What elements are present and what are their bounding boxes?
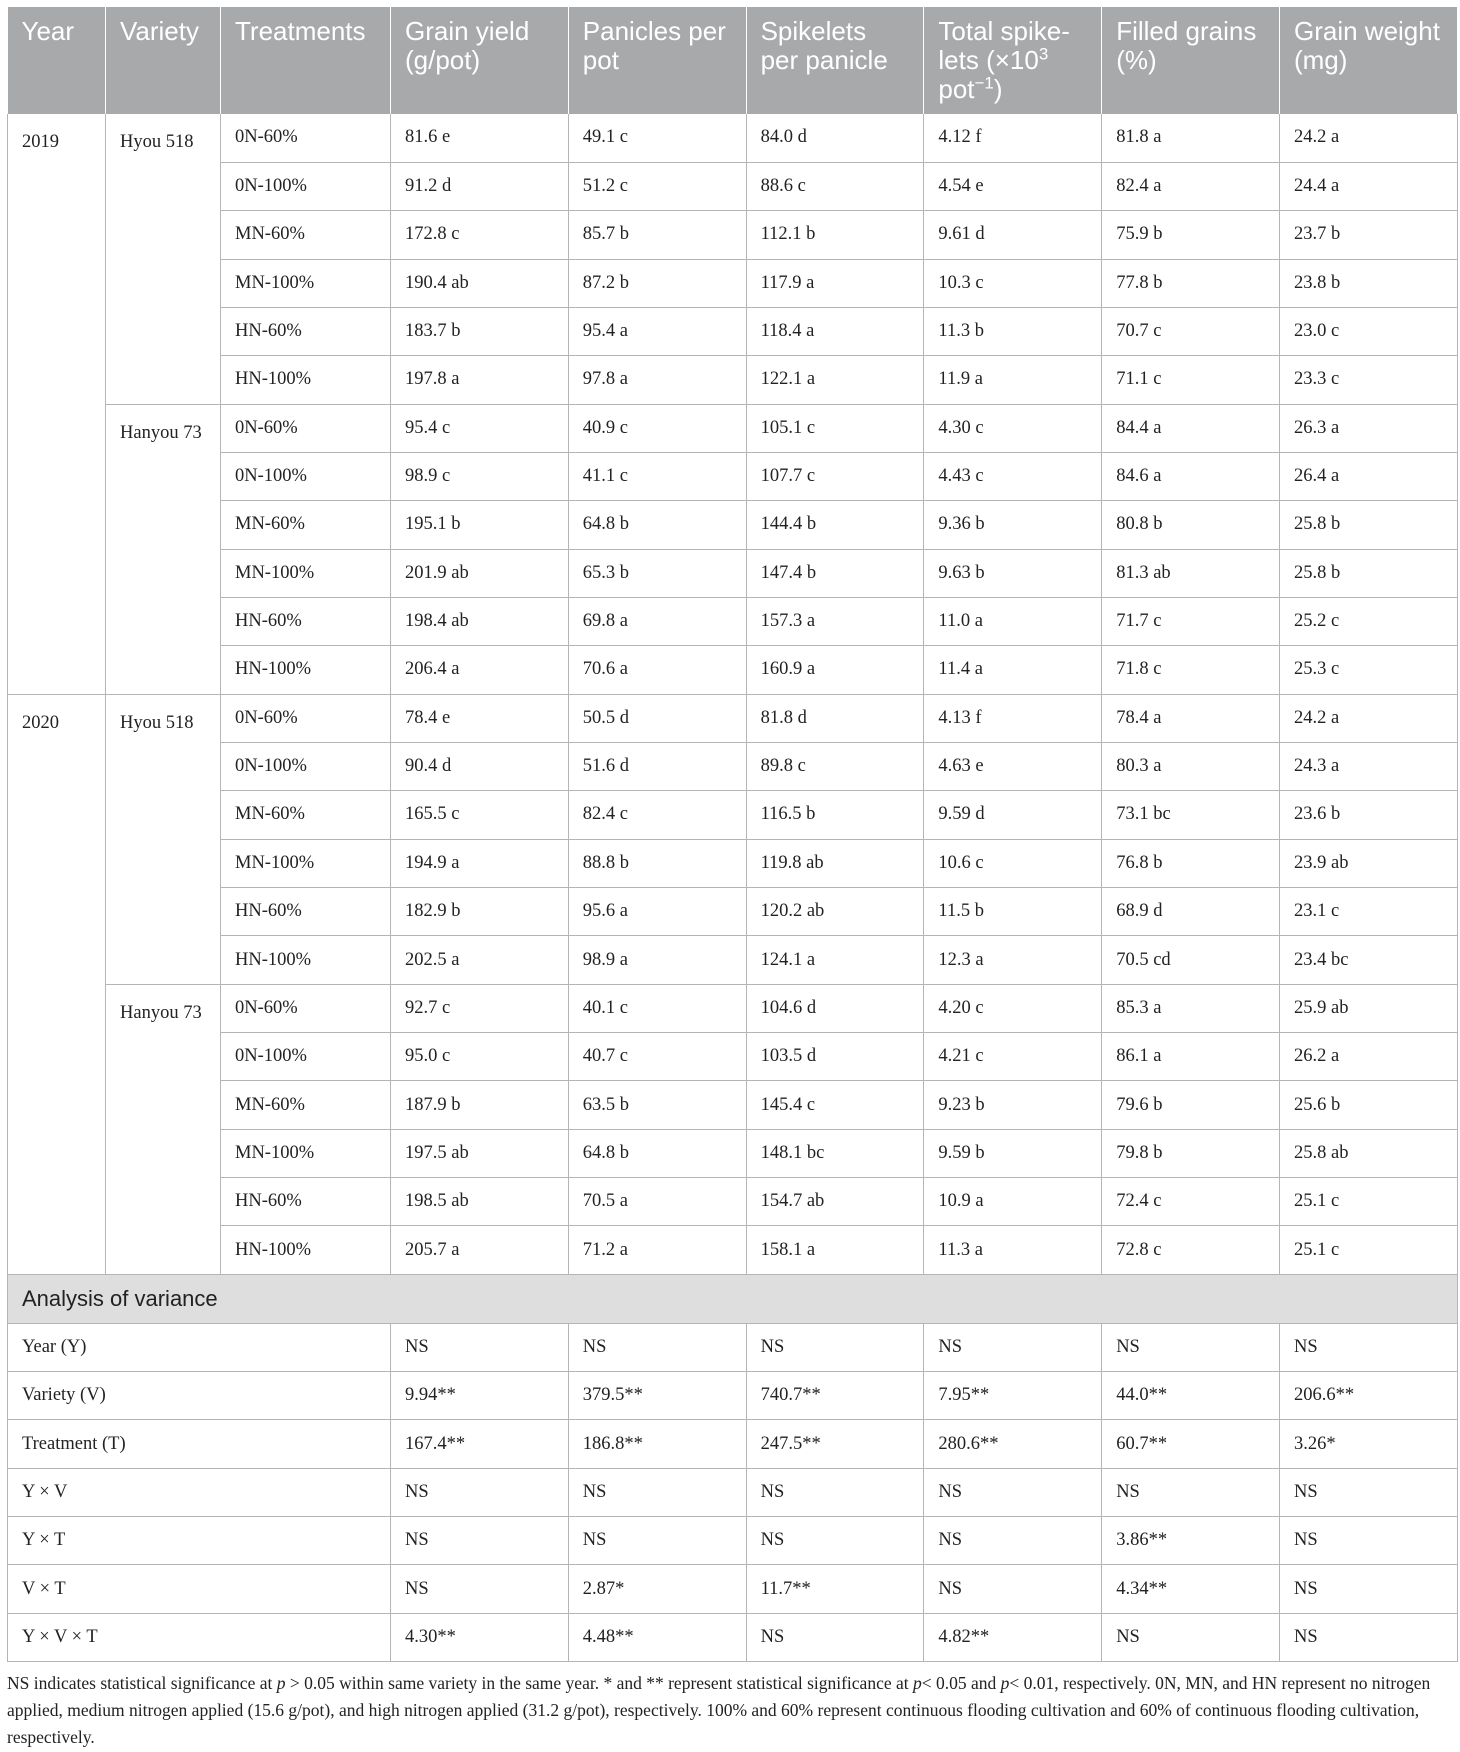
header-total-spikelets-text: Total spike-lets (×10: [938, 16, 1070, 75]
value-cell: 11.3 b: [924, 307, 1102, 355]
value-cell: 122.1 a: [746, 356, 924, 404]
value-cell: 78.4 a: [1102, 694, 1280, 742]
anova-value-cell: NS: [568, 1323, 746, 1371]
anova-value-cell: NS: [1279, 1517, 1457, 1565]
value-cell: 23.8 b: [1279, 259, 1457, 307]
footnote-text-3: < 0.05 and: [921, 1673, 1001, 1694]
anova-value-cell: 740.7**: [746, 1372, 924, 1420]
value-cell: 95.6 a: [568, 888, 746, 936]
value-cell: 9.59 b: [924, 1129, 1102, 1177]
treatment-cell: 0N-60%: [221, 404, 391, 452]
header-variety: Variety: [106, 7, 221, 114]
anova-value-cell: NS: [924, 1517, 1102, 1565]
results-table: [7, 7, 1458, 1662]
treatment-cell: HN-60%: [221, 307, 391, 355]
value-cell: 119.8 ab: [746, 839, 924, 887]
value-cell: 182.9 b: [391, 888, 569, 936]
value-cell: 76.8 b: [1102, 839, 1280, 887]
anova-row: [8, 1323, 1458, 1371]
value-cell: 82.4 a: [1102, 162, 1280, 210]
value-cell: 183.7 b: [391, 307, 569, 355]
value-cell: 70.6 a: [568, 646, 746, 694]
value-cell: 24.4 a: [1279, 162, 1457, 210]
anova-value-cell: 4.82**: [924, 1613, 1102, 1661]
header-total-spikelets: [924, 7, 1102, 114]
anova-value-cell: 4.30**: [391, 1613, 569, 1661]
table-row: [8, 791, 1458, 839]
value-cell: 23.9 ab: [1279, 839, 1457, 887]
value-cell: 23.4 bc: [1279, 936, 1457, 984]
value-cell: 25.2 c: [1279, 597, 1457, 645]
table-row: [8, 1178, 1458, 1226]
value-cell: 92.7 c: [391, 984, 569, 1032]
value-cell: 172.8 c: [391, 211, 569, 259]
value-cell: 95.0 c: [391, 1033, 569, 1081]
value-cell: 23.0 c: [1279, 307, 1457, 355]
value-cell: 40.7 c: [568, 1033, 746, 1081]
value-cell: 11.9 a: [924, 356, 1102, 404]
header-treatments: Treatments: [221, 7, 391, 114]
value-cell: 81.8 a: [1102, 114, 1280, 162]
value-cell: 84.0 d: [746, 114, 924, 162]
anova-value-cell: NS: [924, 1468, 1102, 1516]
anova-value-cell: NS: [1102, 1468, 1280, 1516]
treatment-cell: MN-60%: [221, 501, 391, 549]
value-cell: 147.4 b: [746, 549, 924, 597]
footnote-text-4: < 0.01, respectively. 0N, MN, and HN represent no nitrogen applied, medium nitrogen applied (15.6 g/pot), and high nitrogen applied (31.2 g/pot), respectively. 100% and 60% represent continuous flooding cultivation and 60% of continuous flooding cultivation, respectively.: [7, 1673, 1431, 1748]
value-cell: 88.6 c: [746, 162, 924, 210]
value-cell: 105.1 c: [746, 404, 924, 452]
value-cell: 84.6 a: [1102, 452, 1280, 500]
value-cell: 25.3 c: [1279, 646, 1457, 694]
value-cell: 11.5 b: [924, 888, 1102, 936]
anova-value-cell: NS: [746, 1613, 924, 1661]
value-cell: 70.5 cd: [1102, 936, 1280, 984]
anova-value-cell: 11.7**: [746, 1565, 924, 1613]
table-row: [8, 404, 1458, 452]
value-cell: 187.9 b: [391, 1081, 569, 1129]
value-cell: 120.2 ab: [746, 888, 924, 936]
value-cell: 71.8 c: [1102, 646, 1280, 694]
footnote-p-3: p: [1000, 1673, 1010, 1694]
value-cell: 25.8 ab: [1279, 1129, 1457, 1177]
table-row: [8, 646, 1458, 694]
table-row: [8, 162, 1458, 210]
value-cell: 9.23 b: [924, 1081, 1102, 1129]
value-cell: 64.8 b: [568, 1129, 746, 1177]
anova-value-cell: NS: [746, 1323, 924, 1371]
value-cell: 117.9 a: [746, 259, 924, 307]
value-cell: 158.1 a: [746, 1226, 924, 1274]
anova-value-cell: NS: [568, 1468, 746, 1516]
value-cell: 75.9 b: [1102, 211, 1280, 259]
value-cell: 90.4 d: [391, 742, 569, 790]
anova-value-cell: 7.95**: [924, 1372, 1102, 1420]
value-cell: 205.7 a: [391, 1226, 569, 1274]
anova-value-cell: NS: [746, 1517, 924, 1565]
table-row: [8, 1033, 1458, 1081]
anova-value-cell: NS: [391, 1468, 569, 1516]
header-filled-grains: Filled grains (%): [1102, 7, 1280, 114]
anova-source-cell: Y × V × T: [8, 1613, 391, 1661]
table-row: [8, 1226, 1458, 1274]
value-cell: 25.1 c: [1279, 1178, 1457, 1226]
value-cell: 124.1 a: [746, 936, 924, 984]
anova-row: [8, 1420, 1458, 1468]
treatment-cell: MN-60%: [221, 211, 391, 259]
treatment-cell: 0N-60%: [221, 984, 391, 1032]
value-cell: 23.1 c: [1279, 888, 1457, 936]
value-cell: 9.59 d: [924, 791, 1102, 839]
value-cell: 64.8 b: [568, 501, 746, 549]
value-cell: 195.1 b: [391, 501, 569, 549]
treatment-cell: HN-60%: [221, 597, 391, 645]
value-cell: 160.9 a: [746, 646, 924, 694]
header-spikelets-per-panicle: Spikelets per panicle: [746, 7, 924, 114]
value-cell: 190.4 ab: [391, 259, 569, 307]
value-cell: 81.8 d: [746, 694, 924, 742]
value-cell: 4.13 f: [924, 694, 1102, 742]
value-cell: 51.2 c: [568, 162, 746, 210]
value-cell: 12.3 a: [924, 936, 1102, 984]
table-row: [8, 211, 1458, 259]
value-cell: 4.43 c: [924, 452, 1102, 500]
value-cell: 98.9 a: [568, 936, 746, 984]
table-row: [8, 1081, 1458, 1129]
value-cell: 40.9 c: [568, 404, 746, 452]
value-cell: 88.8 b: [568, 839, 746, 887]
treatment-cell: HN-100%: [221, 936, 391, 984]
footnote-text-2: > 0.05 within same variety in the same year. * and ** represent statistical significance at: [285, 1673, 913, 1694]
anova-row: [8, 1372, 1458, 1420]
value-cell: 103.5 d: [746, 1033, 924, 1081]
anova-row: [8, 1468, 1458, 1516]
value-cell: 23.7 b: [1279, 211, 1457, 259]
value-cell: 79.6 b: [1102, 1081, 1280, 1129]
value-cell: 25.1 c: [1279, 1226, 1457, 1274]
footnote: [7, 1670, 1455, 1751]
table-body: [8, 114, 1458, 1662]
treatment-cell: HN-60%: [221, 888, 391, 936]
value-cell: 10.6 c: [924, 839, 1102, 887]
value-cell: 24.3 a: [1279, 742, 1457, 790]
value-cell: 95.4 a: [568, 307, 746, 355]
value-cell: 82.4 c: [568, 791, 746, 839]
anova-value-cell: 4.34**: [1102, 1565, 1280, 1613]
table-row: [8, 501, 1458, 549]
value-cell: 4.30 c: [924, 404, 1102, 452]
variety-cell: Hyou 518: [106, 694, 221, 984]
anova-value-cell: NS: [1102, 1613, 1280, 1661]
value-cell: 73.1 bc: [1102, 791, 1280, 839]
value-cell: 85.3 a: [1102, 984, 1280, 1032]
value-cell: 148.1 bc: [746, 1129, 924, 1177]
value-cell: 84.4 a: [1102, 404, 1280, 452]
treatment-cell: MN-100%: [221, 549, 391, 597]
value-cell: 4.12 f: [924, 114, 1102, 162]
anova-value-cell: NS: [568, 1517, 746, 1565]
value-cell: 51.6 d: [568, 742, 746, 790]
anova-value-cell: NS: [1279, 1565, 1457, 1613]
footnote-text-1: NS indicates statistical significance at: [7, 1673, 277, 1694]
anova-value-cell: 9.94**: [391, 1372, 569, 1420]
anova-value-cell: NS: [1102, 1323, 1280, 1371]
anova-value-cell: NS: [746, 1468, 924, 1516]
anova-value-cell: 60.7**: [1102, 1420, 1280, 1468]
variety-cell: Hyou 518: [106, 114, 221, 404]
value-cell: 71.1 c: [1102, 356, 1280, 404]
anova-value-cell: NS: [1279, 1468, 1457, 1516]
value-cell: 68.9 d: [1102, 888, 1280, 936]
anova-title: Analysis of variance: [8, 1274, 1458, 1323]
anova-source-cell: Variety (V): [8, 1372, 391, 1420]
treatment-cell: 0N-100%: [221, 742, 391, 790]
anova-value-cell: 247.5**: [746, 1420, 924, 1468]
header-total-spikelets-exp2: −1: [974, 73, 994, 93]
value-cell: 91.2 d: [391, 162, 569, 210]
table-row: [8, 452, 1458, 500]
anova-source-cell: Y × T: [8, 1517, 391, 1565]
value-cell: 81.3 ab: [1102, 549, 1280, 597]
treatment-cell: HN-60%: [221, 1178, 391, 1226]
anova-row: [8, 1565, 1458, 1613]
anova-value-cell: NS: [391, 1565, 569, 1613]
year-cell: 2019: [8, 114, 106, 694]
value-cell: 157.3 a: [746, 597, 924, 645]
value-cell: 71.2 a: [568, 1226, 746, 1274]
value-cell: 24.2 a: [1279, 114, 1457, 162]
value-cell: 69.8 a: [568, 597, 746, 645]
value-cell: 26.2 a: [1279, 1033, 1457, 1081]
header-year: Year: [8, 7, 106, 114]
table-row: [8, 936, 1458, 984]
value-cell: 72.8 c: [1102, 1226, 1280, 1274]
anova-value-cell: 44.0**: [1102, 1372, 1280, 1420]
value-cell: 23.6 b: [1279, 791, 1457, 839]
value-cell: 11.3 a: [924, 1226, 1102, 1274]
value-cell: 165.5 c: [391, 791, 569, 839]
anova-value-cell: 4.48**: [568, 1613, 746, 1661]
anova-value-cell: NS: [1279, 1323, 1457, 1371]
value-cell: 104.6 d: [746, 984, 924, 1032]
anova-source-cell: Y × V: [8, 1468, 391, 1516]
value-cell: 9.63 b: [924, 549, 1102, 597]
header-total-spikelets-unit: pot: [938, 74, 975, 104]
value-cell: 87.2 b: [568, 259, 746, 307]
value-cell: 4.54 e: [924, 162, 1102, 210]
value-cell: 11.4 a: [924, 646, 1102, 694]
treatment-cell: 0N-60%: [221, 694, 391, 742]
footnote-p-1: p: [276, 1673, 286, 1694]
value-cell: 78.4 e: [391, 694, 569, 742]
value-cell: 25.8 b: [1279, 549, 1457, 597]
anova-value-cell: 3.86**: [1102, 1517, 1280, 1565]
header-total-spikelets-close: ): [993, 74, 1003, 104]
value-cell: 10.9 a: [924, 1178, 1102, 1226]
value-cell: 72.4 c: [1102, 1178, 1280, 1226]
value-cell: 198.4 ab: [391, 597, 569, 645]
value-cell: 206.4 a: [391, 646, 569, 694]
variety-cell: Hanyou 73: [106, 984, 221, 1274]
value-cell: 26.3 a: [1279, 404, 1457, 452]
value-cell: 77.8 b: [1102, 259, 1280, 307]
value-cell: 49.1 c: [568, 114, 746, 162]
value-cell: 23.3 c: [1279, 356, 1457, 404]
anova-value-cell: 379.5**: [568, 1372, 746, 1420]
variety-cell: Hanyou 73: [106, 404, 221, 694]
value-cell: 107.7 c: [746, 452, 924, 500]
value-cell: 198.5 ab: [391, 1178, 569, 1226]
header-row: [8, 7, 1458, 114]
value-cell: 24.2 a: [1279, 694, 1457, 742]
value-cell: 85.7 b: [568, 211, 746, 259]
treatment-cell: MN-60%: [221, 791, 391, 839]
value-cell: 118.4 a: [746, 307, 924, 355]
treatment-cell: MN-100%: [221, 259, 391, 307]
anova-value-cell: 2.87*: [568, 1565, 746, 1613]
table-row: [8, 259, 1458, 307]
table-row: [8, 1129, 1458, 1177]
treatment-cell: HN-100%: [221, 646, 391, 694]
value-cell: 86.1 a: [1102, 1033, 1280, 1081]
table-row: [8, 694, 1458, 742]
table-row: [8, 888, 1458, 936]
year-cell: 2020: [8, 694, 106, 1274]
value-cell: 40.1 c: [568, 984, 746, 1032]
header-panicles: Panicles per pot: [568, 7, 746, 114]
anova-source-cell: Treatment (T): [8, 1420, 391, 1468]
anova-value-cell: NS: [1279, 1613, 1457, 1661]
value-cell: 63.5 b: [568, 1081, 746, 1129]
anova-value-cell: NS: [924, 1565, 1102, 1613]
anova-source-cell: Year (Y): [8, 1323, 391, 1371]
header-grain-weight: Grain weight (mg): [1279, 7, 1457, 114]
value-cell: 202.5 a: [391, 936, 569, 984]
table-row: [8, 984, 1458, 1032]
value-cell: 80.3 a: [1102, 742, 1280, 790]
anova-row: [8, 1517, 1458, 1565]
table-row: [8, 839, 1458, 887]
value-cell: 65.3 b: [568, 549, 746, 597]
value-cell: 70.5 a: [568, 1178, 746, 1226]
value-cell: 97.8 a: [568, 356, 746, 404]
anova-value-cell: 206.6**: [1279, 1372, 1457, 1420]
footnote-p-2: p: [913, 1673, 922, 1694]
value-cell: 80.8 b: [1102, 501, 1280, 549]
treatment-cell: MN-100%: [221, 839, 391, 887]
anova-value-cell: NS: [391, 1323, 569, 1371]
value-cell: 25.8 b: [1279, 501, 1457, 549]
value-cell: 9.61 d: [924, 211, 1102, 259]
treatment-cell: HN-100%: [221, 356, 391, 404]
value-cell: 98.9 c: [391, 452, 569, 500]
anova-value-cell: 186.8**: [568, 1420, 746, 1468]
value-cell: 10.3 c: [924, 259, 1102, 307]
value-cell: 194.9 a: [391, 839, 569, 887]
header-total-spikelets-exp: 3: [1038, 44, 1049, 64]
table-row: [8, 597, 1458, 645]
anova-value-cell: 280.6**: [924, 1420, 1102, 1468]
value-cell: 154.7 ab: [746, 1178, 924, 1226]
value-cell: 112.1 b: [746, 211, 924, 259]
value-cell: 89.8 c: [746, 742, 924, 790]
value-cell: 95.4 c: [391, 404, 569, 452]
anova-row: [8, 1613, 1458, 1661]
value-cell: 50.5 d: [568, 694, 746, 742]
value-cell: 4.20 c: [924, 984, 1102, 1032]
value-cell: 145.4 c: [746, 1081, 924, 1129]
table-row: [8, 307, 1458, 355]
value-cell: 9.36 b: [924, 501, 1102, 549]
value-cell: 81.6 e: [391, 114, 569, 162]
value-cell: 26.4 a: [1279, 452, 1457, 500]
table-row: [8, 549, 1458, 597]
value-cell: 70.7 c: [1102, 307, 1280, 355]
value-cell: 116.5 b: [746, 791, 924, 839]
table-row: [8, 114, 1458, 162]
anova-value-cell: NS: [391, 1517, 569, 1565]
value-cell: 71.7 c: [1102, 597, 1280, 645]
value-cell: 25.6 b: [1279, 1081, 1457, 1129]
anova-value-cell: 3.26*: [1279, 1420, 1457, 1468]
value-cell: 41.1 c: [568, 452, 746, 500]
anova-source-cell: V × T: [8, 1565, 391, 1613]
value-cell: 144.4 b: [746, 501, 924, 549]
anova-section-row: [8, 1274, 1458, 1323]
treatment-cell: MN-60%: [221, 1081, 391, 1129]
value-cell: 201.9 ab: [391, 549, 569, 597]
treatment-cell: 0N-60%: [221, 114, 391, 162]
value-cell: 25.9 ab: [1279, 984, 1457, 1032]
anova-value-cell: NS: [924, 1323, 1102, 1371]
value-cell: 197.5 ab: [391, 1129, 569, 1177]
table-container: [7, 7, 1455, 1751]
treatment-cell: 0N-100%: [221, 452, 391, 500]
table-row: [8, 742, 1458, 790]
treatment-cell: MN-100%: [221, 1129, 391, 1177]
value-cell: 4.21 c: [924, 1033, 1102, 1081]
value-cell: 197.8 a: [391, 356, 569, 404]
anova-value-cell: 167.4**: [391, 1420, 569, 1468]
treatment-cell: 0N-100%: [221, 1033, 391, 1081]
table-row: [8, 356, 1458, 404]
value-cell: 4.63 e: [924, 742, 1102, 790]
treatment-cell: 0N-100%: [221, 162, 391, 210]
header-grain-yield: Grain yield (g/pot): [391, 7, 569, 114]
value-cell: 79.8 b: [1102, 1129, 1280, 1177]
value-cell: 11.0 a: [924, 597, 1102, 645]
treatment-cell: HN-100%: [221, 1226, 391, 1274]
